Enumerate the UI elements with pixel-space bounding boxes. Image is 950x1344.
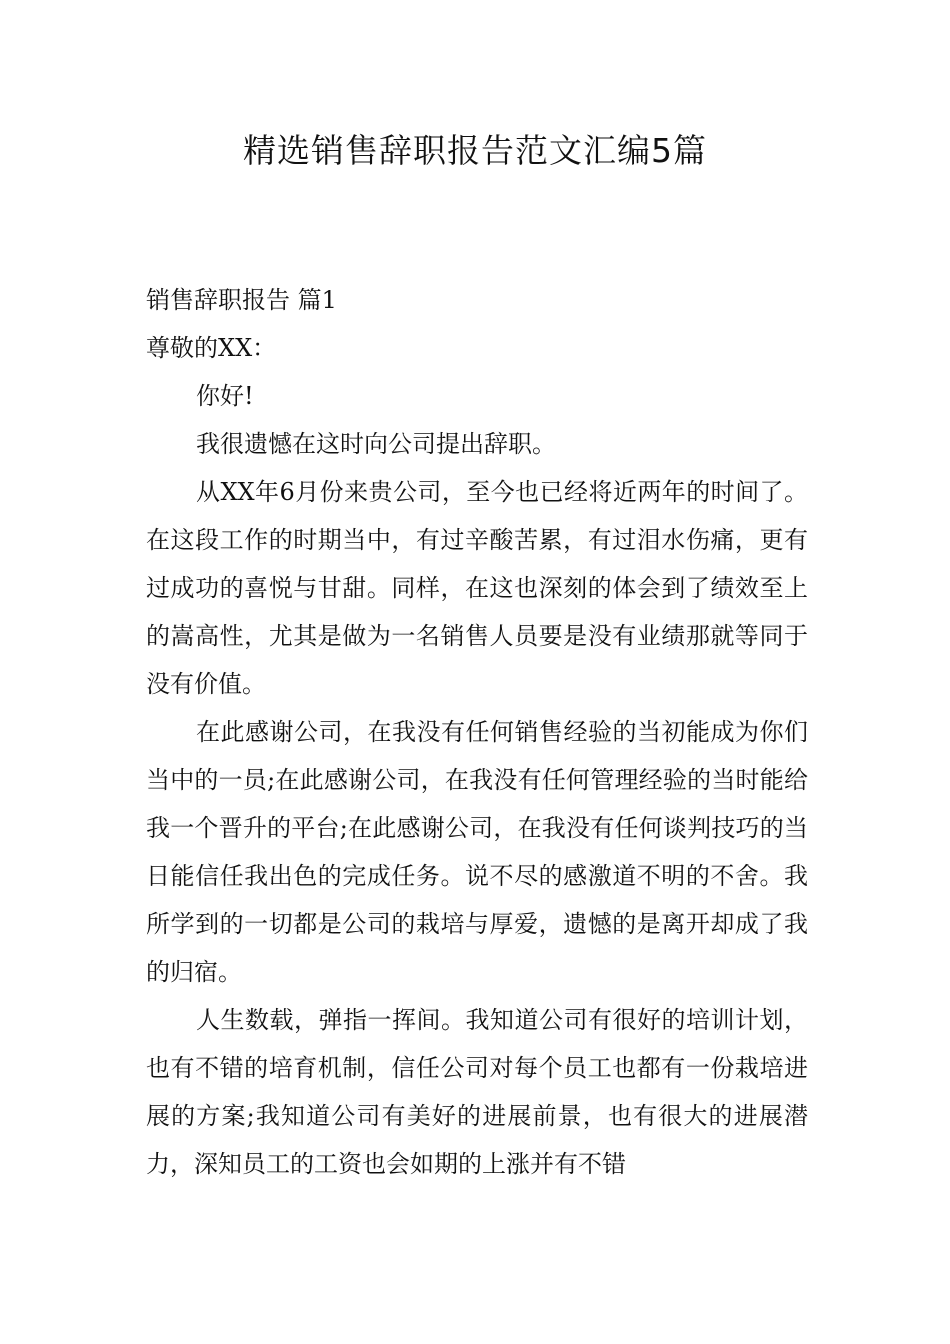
paragraph-4: 人生数载，弹指一挥间。我知道公司有很好的培训计划，也有不错的培育机制，信任公司对每个员工也都有一份栽培进展的方案;我知道公司有美好的进展前景，也有很大的进展潜力，深知员工的工资也会如期的上涨并有不错 — [146, 1006, 808, 1178]
greeting: 你好! — [196, 382, 254, 410]
section-heading: 销售辞职报告 篇1 — [146, 286, 337, 314]
salutation: 尊敬的XX： — [146, 334, 277, 362]
document-title: 精选销售辞职报告范文汇编5篇 — [243, 131, 707, 170]
paragraph-3: 在此感谢公司，在我没有任何销售经验的当初能成为你们当中的一员;在此感谢公司，在我没有任何管理经验的当时能给我一个晋升的平台;在此感谢公司，在我没有任何谈判技巧的当日能信任我出色的完成任务。说不尽的感激道不明的不舍。我所学到的一切都是公司的栽培与厚爱，遗憾的是离开却成了我的归宿。 — [146, 718, 808, 986]
paragraph-1: 我很遗憾在这时向公司提出辞职。 — [196, 430, 556, 458]
document-body — [146, 276, 808, 1188]
paragraph-2: 从XX年6月份来贵公司，至今也已经将近两年的时间了。在这段工作的时期当中，有过辛酸苦累，有过泪水伤痛，更有过成功的喜悦与甘甜。同样，在这也深刻的体会到了绩效至上的嵩高性，尤其是做为一名销售人员要是没有业绩那就等同于没有价值。 — [146, 478, 808, 698]
